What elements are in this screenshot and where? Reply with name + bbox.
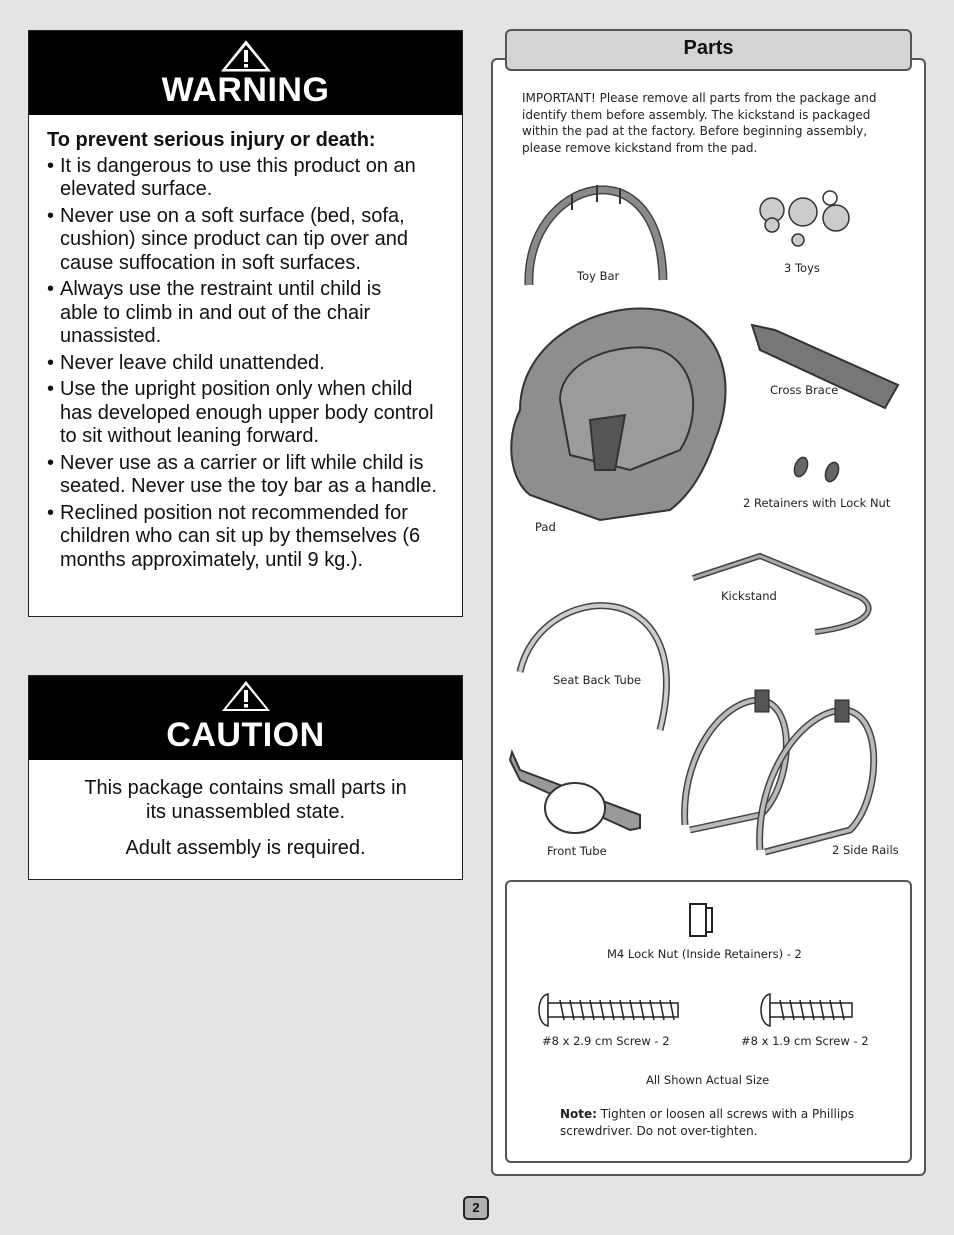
page-number: 2 — [463, 1196, 489, 1220]
label-seat-back-tube: Seat Back Tube — [553, 673, 642, 687]
short-screw-icon — [761, 994, 852, 1026]
warning-bullet: • Use the upright position only when child has developed enough upper body control to sit without leaning forward. — [47, 378, 434, 447]
label-toys: 3 Toys — [784, 261, 820, 275]
note-text: Tighten or loosen all screws with a Phillips screwdriver. Do not over-tighten. — [560, 1107, 855, 1138]
warning-bullet: • Never leave child unattended. — [47, 351, 325, 374]
caution-line-2: Adult assembly is required. — [125, 837, 366, 859]
label-front-tube: Front Tube — [547, 844, 607, 858]
label-cross-brace: Cross Brace — [770, 383, 839, 397]
warning-bullet: • Never use as a carrier or lift while child is seated. Never use the toy bar as a handle. — [47, 451, 437, 497]
label-screw-long: #8 x 2.9 cm Screw - 2 — [542, 1034, 670, 1048]
label-retainers: 2 Retainers with Lock Nut — [743, 496, 891, 510]
important-text: Please remove all parts from the package and identify them before assembly. The kickstand is packaged within the pad at the factory. Before beginning assembly, please remove kickstand from the pad. — [522, 91, 877, 155]
label-kickstand: Kickstand — [721, 589, 777, 603]
caution-heading: CAUTION — [166, 716, 325, 754]
warning-bullet: • Never use on a soft surface (bed, sofa, cushion) since product can tip over and cause suffocation in soft surfaces. — [47, 204, 408, 274]
lock-nut-icon — [690, 904, 712, 936]
parts-title: Parts — [683, 37, 734, 59]
caution-line-1: This package contains small parts in its unassembled state. — [84, 777, 407, 823]
warning-title: To prevent serious injury or death: — [47, 129, 376, 151]
warning-bullet: • It is dangerous to use this product on an elevated surface. — [47, 154, 416, 200]
hardware-note — [560, 1106, 880, 1140]
important-label: IMPORTANT! — [522, 91, 596, 105]
label-side-rails: 2 Side Rails — [832, 843, 899, 857]
warning-bullet: • Always use the restraint until child is able to climb in and out of the chair unassisted. — [47, 278, 382, 347]
label-actual-size: All Shown Actual Size — [646, 1073, 770, 1087]
warning-bullet: • Reclined position not recommended for children who can sit up by themselves (6 months approximately, until 9 kg.). — [47, 501, 421, 571]
label-lock-nut: M4 Lock Nut (Inside Retainers) - 2 — [607, 947, 802, 961]
note-label: Note: — [560, 1107, 597, 1121]
long-screw-icon — [539, 994, 678, 1026]
label-toy-bar: Toy Bar — [577, 269, 620, 283]
label-pad: Pad — [535, 520, 556, 534]
warning-heading: WARNING — [161, 71, 330, 109]
label-screw-short: #8 x 1.9 cm Screw - 2 — [741, 1034, 869, 1048]
